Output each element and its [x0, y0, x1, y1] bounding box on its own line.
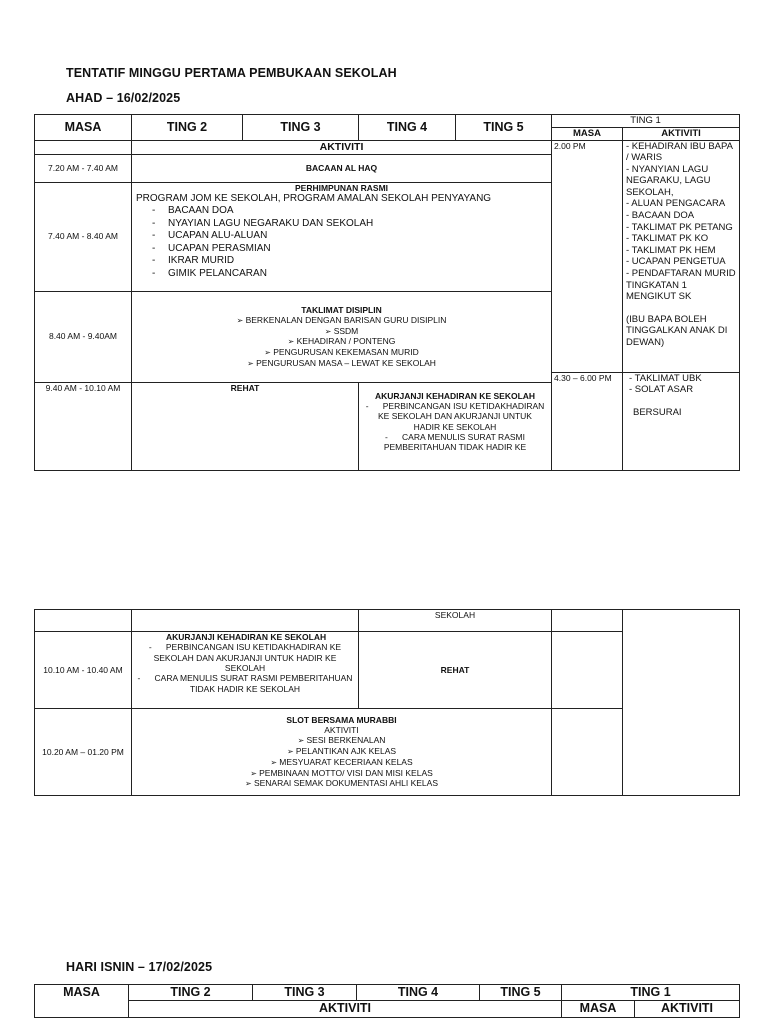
- perhimpunan-item: - UCAPAN PERASMIAN: [152, 243, 547, 256]
- activity-akurjanji: [359, 382, 552, 470]
- ting1-time-1: [552, 140, 623, 470]
- perhimpunan-item: - UCAPAN ALU-ALUAN: [152, 230, 547, 243]
- perhimpunan-item: - NYAYIAN LAGU NEGARAKU DAN SEKOLAH: [152, 218, 547, 231]
- ting1-line: - UCAPAN PENGETUA: [626, 256, 726, 268]
- header-ting5: TING 5: [456, 115, 552, 141]
- ting1-activities-block1: [623, 141, 739, 372]
- perhimpunan-intro: PROGRAM JOM KE SEKOLAH, PROGRAM AMALAN SEKOLAH PENYAYANG: [136, 192, 492, 204]
- time-cell: 10.20 AM – 01.20 PM: [35, 709, 132, 796]
- header-ting4: TING 4: [359, 115, 456, 141]
- taklimat-title: TAKLIMAT DISIPLIN: [301, 304, 382, 315]
- ting1-line: - KEHADIRAN IBU BAPA / WARIS: [626, 140, 733, 164]
- ting1-line: - NYANYIAN LAGU NEGARAKU, LAGU SEKOLAH,: [626, 163, 711, 198]
- day-heading-isnin: HARI ISNIN – 17/02/2025: [66, 960, 213, 974]
- ting1-activities-block2: [623, 372, 739, 419]
- taklimat-item: ➢ BERKENALAN DENGAN BARISAN GURU DISIPLIN: [134, 315, 549, 326]
- akurjanji-item: - CARA MENULIS SURAT RASMI PEMBERITAHUAN TIDAK HADIR KE SEKOLAH: [136, 673, 354, 694]
- ting1-line: - SOLAT ASAR: [629, 384, 694, 396]
- header-ting1: TING 1: [562, 985, 740, 1001]
- ting1-time2: 4.30 – 6.00 PM: [552, 372, 622, 383]
- activity-slot-murabbi: [132, 709, 552, 796]
- day-heading-ahad: AHAD – 16/02/2025: [66, 91, 181, 105]
- ting1-line: BERSURAI: [633, 406, 682, 418]
- schedule-table-ahad: [34, 114, 740, 471]
- murabbi-item: ➢ SENARAI SEMAK DOKUMENTASI AHLI KELAS: [134, 778, 549, 789]
- ting1-line: - TAKLIMAT PK HEM: [626, 244, 716, 256]
- header-ting1-aktiviti: AKTIVITI: [635, 1001, 740, 1017]
- time-cell: 10.10 AM - 10.40 AM: [35, 632, 132, 709]
- activity-rehat-2: REHAT: [359, 632, 552, 709]
- ting1-line: - PENDAFTARAN MURID TINGKATAN 1 MENGIKUT SK: [626, 267, 736, 303]
- ting1-activities: [623, 140, 740, 470]
- murabbi-sub: AKTIVITI: [324, 725, 359, 736]
- header-ting4: TING 4: [357, 985, 480, 1001]
- taklimat-item: ➢ SSDM: [134, 326, 549, 337]
- taklimat-item: ➢ PENGURUSAN KEKEMASAN MURID: [134, 347, 549, 358]
- ting1-line: - ALUAN PENGACARA: [626, 198, 726, 210]
- activity-akurjanji-2: [132, 632, 359, 709]
- ting1-line: - BACAAN DOA: [626, 210, 695, 222]
- schedule-table-continued: [34, 609, 740, 796]
- murabbi-item: ➢ PELANTIKAN AJK KELAS: [134, 746, 549, 757]
- header-ting2: TING 2: [129, 985, 253, 1001]
- header-masa: MASA: [35, 985, 129, 1018]
- page-title: TENTATIF MINGGU PERTAMA PEMBUKAAN SEKOLAH: [66, 66, 397, 80]
- header-ting1: TING 1: [552, 115, 740, 128]
- header-ting2: TING 2: [132, 115, 243, 141]
- perhimpunan-item: - GIMIK PELANCARAN: [152, 268, 547, 281]
- time-cell: 8.40 AM - 9.40AM: [35, 291, 132, 382]
- taklimat-item: ➢ PENGURUSAN MASA – LEWAT KE SEKOLAH: [134, 358, 549, 369]
- perhimpunan-item: - IKRAR MURID: [152, 255, 547, 268]
- ting1-line: (IBU BAPA BOLEH TINGGALKAN ANAK DI DEWAN): [626, 313, 728, 348]
- header-aktiviti: AKTIVITI: [132, 140, 552, 154]
- time-cell: 9.40 AM - 10.10 AM: [35, 382, 132, 470]
- time-cell: 7.40 AM - 8.40 AM: [35, 182, 132, 291]
- header-ting1-masa: MASA: [552, 128, 623, 141]
- akurjanji-title: AKURJANJI KEHADIRAN KE SEKOLAH: [374, 390, 536, 401]
- murabbi-item: ➢ SESI BERKENALAN: [134, 735, 549, 746]
- taklimat-item: ➢ KEHADIRAN / PONTENG: [134, 336, 549, 347]
- header-ting3: TING 3: [253, 985, 357, 1001]
- ting1-line: - TAKLIMAT UBK: [629, 372, 702, 384]
- ting1-line: - TAKLIMAT PK PETANG: [626, 221, 733, 233]
- activity-perhimpunan: [132, 182, 552, 291]
- activity-rehat: REHAT: [132, 382, 359, 470]
- activity-bacaan: BACAAN AL HAQ: [132, 154, 552, 182]
- activity-taklimat-disiplin: [132, 291, 552, 382]
- akurjanji-item: - PERBINCANGAN ISU KETIDAKHADIRAN KE SEKOLAH DAN AKURJANJI UNTUK HADIR KE SEKOLAH: [136, 642, 354, 673]
- header-ting5: TING 5: [480, 985, 562, 1001]
- continued-sekolah: SEKOLAH: [359, 610, 552, 632]
- murabbi-title: SLOT BERSAMA MURABBI: [286, 714, 397, 725]
- ting1-time1: 2.00 PM: [554, 140, 586, 151]
- perhimpunan-item: - BACAAN DOA: [152, 205, 547, 218]
- schedule-table-isnin: [34, 984, 740, 1018]
- murabbi-item: ➢ MESYUARAT KECERIAAN KELAS: [134, 757, 549, 768]
- ting1-line: - TAKLIMAT PK KO: [626, 233, 709, 245]
- header-ting1-aktiviti: AKTIVITI: [623, 128, 740, 141]
- header-aktiviti: AKTIVITI: [129, 1001, 562, 1017]
- header-ting3: TING 3: [243, 115, 359, 141]
- time-cell: 7.20 AM - 7.40 AM: [35, 154, 132, 182]
- murabbi-item: ➢ PEMBINAAN MOTTO/ VISI DAN MISI KELAS: [134, 768, 549, 779]
- akurjanji-item: - CARA MENULIS SURAT RASMI PEMBERITAHUAN TIDAK HADIR KE: [365, 432, 545, 453]
- header-masa: MASA: [35, 115, 132, 141]
- header-ting1-masa: MASA: [562, 1001, 635, 1017]
- perhimpunan-title: PERHIMPUNAN RASMI: [294, 182, 389, 193]
- akurjanji-title: AKURJANJI KEHADIRAN KE SEKOLAH: [166, 632, 327, 642]
- akurjanji-item: - PERBINCANGAN ISU KETIDAKHADIRAN KE SEKOLAH DAN AKURJANJI UNTUK HADIR KE SEKOLAH: [365, 401, 545, 432]
